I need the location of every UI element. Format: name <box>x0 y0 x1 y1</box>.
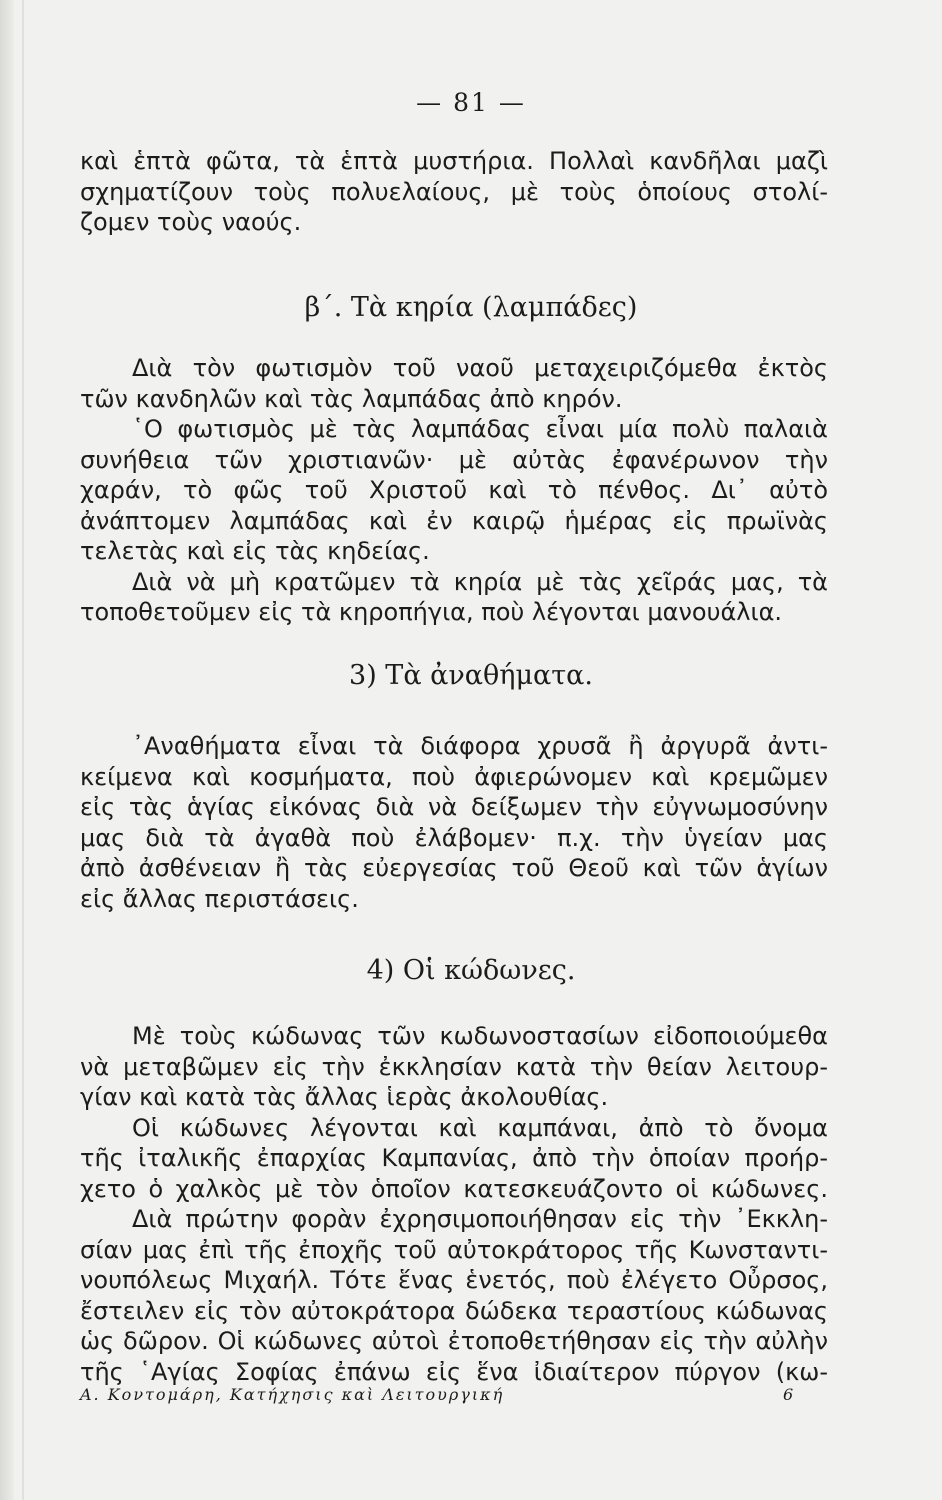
page-edge-shadow <box>0 0 14 1500</box>
text-line: τῆς ῾Αγίας Σοφίας ἐπάνω εἰς ἕνα ἰδιαίτερον πύργον (κω- <box>80 1357 828 1386</box>
text-line: σχηματίζουν τοὺς πολυελαίους, μὲ τοὺς ὁποίους στολί- <box>80 177 828 206</box>
paragraph-intro <box>80 146 828 238</box>
text-line: ζομεν τοὺς ναούς. <box>80 208 302 236</box>
text-line: Διὰ πρώτην φορὰν ἐχρησιμοποιήθησαν εἰς τὴν ᾽Εκκλη- <box>132 1205 828 1233</box>
text-line: μας διὰ τὰ ἀγαθὰ ποὺ ἐλάβομεν· π.χ. τὴν ὑγείαν μας <box>80 823 828 852</box>
text-line: τελετὰς καὶ εἰς τὰς κηδείας. <box>80 537 430 565</box>
page-number: — 81 — <box>416 88 526 117</box>
text-line: Διὰ τὸν φωτισμὸν τοῦ ναοῦ μεταχειριζόμεθα ἐκτὸς <box>132 354 828 382</box>
text-line: σίαν μας ἐπὶ τῆς ἐποχῆς τοῦ αὐτοκράτορος τῆς Κωνσταντι- <box>80 1235 828 1264</box>
text-line: κείμενα καὶ κοσμήματα, ποὺ ἀφιερώνομεν καὶ κρεμῶμεν <box>80 762 828 791</box>
paragraph-candles <box>80 353 828 628</box>
section-heading-bells: 4) Οἱ κώδωνες. <box>366 955 576 986</box>
text-line: εἰς ἄλλας περιστάσεις. <box>80 884 359 913</box>
text-line: ἀπὸ ἀσθένειαν ἢ τὰς εὐεργεσίας τοῦ Θεοῦ καὶ τῶν ἁγίων <box>80 854 828 882</box>
text-line: εἰς τὰς ἁγίας εἰκόνας διὰ νὰ δείξωμεν τὴν εὐγνωμοσύνην <box>80 793 828 821</box>
text-line: τῶν κανδηλῶν καὶ τὰς λαμπάδας ἀπὸ κηρόν. <box>80 384 623 413</box>
text-line: χαράν, τὸ φῶς τοῦ Χριστοῦ καὶ τὸ πένθος. Δι᾽ αὐτὸ <box>80 476 828 504</box>
text-line: ἔστειλεν εἰς τὸν αὐτοκράτορα δώδεκα τεραστίους κώδωνας <box>80 1296 828 1325</box>
text-line: Μὲ τοὺς κώδωνας τῶν κωδωνοστασίων εἰδοποιούμεθα <box>132 1022 828 1050</box>
text-line: Διὰ νὰ μὴ κρατῶμεν τὰ κηρία μὲ τὰς χεῖράς μας, τὰ <box>132 567 828 596</box>
text-line: τῆς ἰταλικῆς ἐπαρχίας Καμπανίας, ἀπὸ τὴν ὁποίαν προήρ- <box>80 1144 828 1172</box>
text-line: ὡς δῶρον. Οἱ κώδωνες αὐτοὶ ἐτοποθετήθησαν εἰς τὴν αὐλὴν <box>80 1327 828 1355</box>
text-line: γίαν καὶ κατὰ τὰς ἄλλας ἱερὰς ἀκολουθίας. <box>80 1083 609 1111</box>
footer-book-signature: Α. Κοντομάρη, Κατήχησις καὶ Λειτουργική <box>80 1385 505 1404</box>
text-line: ᾽Αναθήματα εἶναι τὰ διάφορα χρυσᾶ ἢ ἀργυρᾶ ἀντι- <box>132 732 828 760</box>
page-fold-line <box>22 0 24 1500</box>
footer-signature-number: 6 <box>783 1385 794 1404</box>
text-line: χετο ὁ χαλκὸς μὲ τὸν ὁποῖον κατεσκευάζοντο οἱ κώδωνες. <box>80 1174 828 1203</box>
text-line: συνήθεια τῶν χριστιανῶν· μὲ αὐτὰς ἐφανέρωνον τὴν <box>80 445 828 474</box>
text-line: νουπόλεως Μιχαήλ. Τότε ἕνας ἑνετός, ποὺ ἐλέγετο Οὖρσος, <box>80 1266 828 1294</box>
text-line: ῾Ο φωτισμὸς μὲ τὰς λαμπάδας εἶναι μία πολὺ παλαιὰ <box>132 415 828 443</box>
text-line: τοποθετοῦμεν εἰς τὰ κηροπήγια, ποὺ λέγονται μανουάλια. <box>80 598 783 626</box>
paragraph-bells <box>80 1021 828 1387</box>
text-line: νὰ μεταβῶμεν εἰς τὴν ἐκκλησίαν κατὰ τὴν θείαν λειτουρ- <box>80 1052 828 1081</box>
paragraph-offerings <box>80 731 828 914</box>
text-line: καὶ ἑπτὰ φῶτα, τὰ ἑπτὰ μυστήρια. Πολλαὶ κανδῆλαι μαζὶ <box>80 147 828 175</box>
section-heading-candles: β΄. Τὰ κηρία (λαμπάδες) <box>304 292 638 323</box>
text-line: Οἱ κώδωνες λέγονται καὶ καμπάναι, ἀπὸ τὸ ὄνομα <box>132 1113 828 1142</box>
text-line: ἀνάπτομεν λαμπάδας καὶ ἐν καιρῷ ἡμέρας εἰς πρωϊνὰς <box>80 506 828 535</box>
section-heading-offerings: 3) Τὰ ἀναθήματα. <box>349 660 593 691</box>
